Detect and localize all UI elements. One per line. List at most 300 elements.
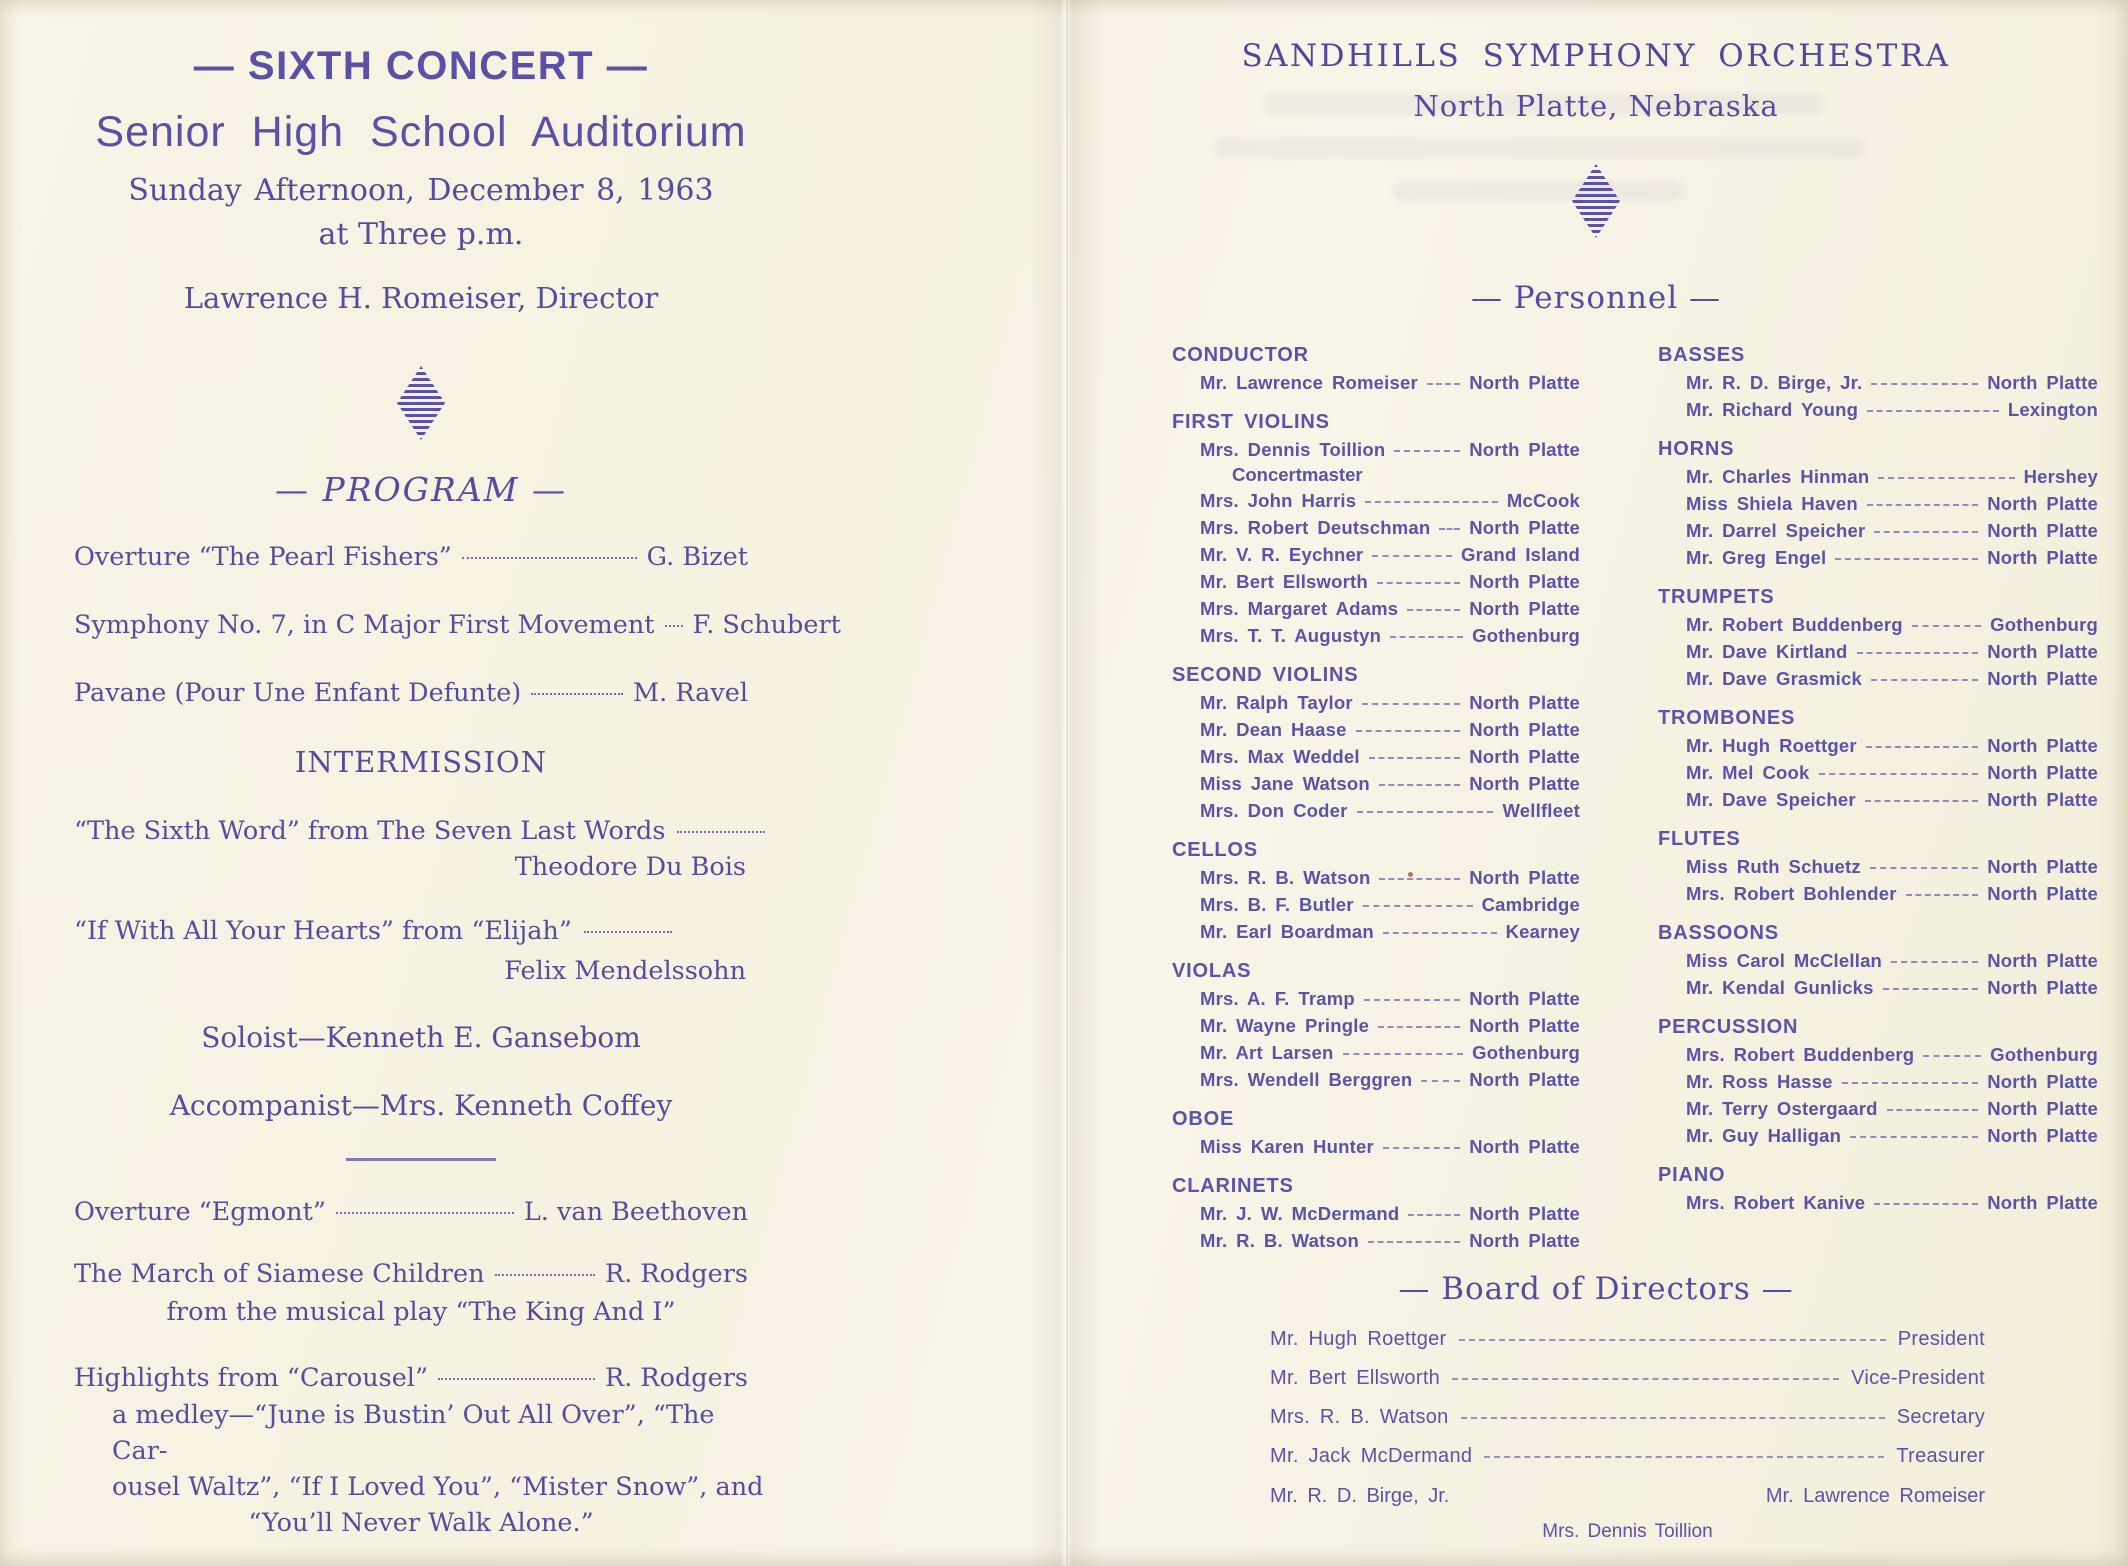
member-city: North Platte xyxy=(1469,746,1580,767)
dashed-leader xyxy=(1452,1378,1839,1380)
program-item-composer: G. Bizet xyxy=(646,542,748,572)
member-row xyxy=(1658,517,2098,544)
member-row xyxy=(1172,622,1580,649)
member-row xyxy=(1172,369,1580,396)
member-entry xyxy=(1658,1068,2098,1095)
member-entry xyxy=(1172,1012,1580,1039)
board-member-role: President xyxy=(1897,1328,1985,1350)
member-city: North Platte xyxy=(1987,856,2098,877)
personnel-heading: — Personnel — xyxy=(1470,280,1722,316)
director-line: Lawrence H. Romeiser, Director xyxy=(183,281,659,315)
member-row xyxy=(1658,611,2098,638)
personnel-section xyxy=(1658,705,2098,813)
member-city: Kearney xyxy=(1505,921,1580,942)
member-name: Mrs. B. F. Butler xyxy=(1200,894,1354,915)
member-entry xyxy=(1658,1189,2098,1216)
member-list xyxy=(1658,853,2098,907)
member-name: Mr. Mel Cook xyxy=(1686,762,1810,783)
member-name: Mrs. Robert Kanive xyxy=(1686,1192,1866,1213)
member-city: Grand Island xyxy=(1461,544,1580,565)
member-entry xyxy=(1658,396,2098,423)
personnel-section xyxy=(1658,584,2098,692)
dashed-leader xyxy=(1408,1214,1460,1216)
dashed-leader xyxy=(1365,501,1498,503)
board-member-name: Mr. Lawrence Romeiser xyxy=(1765,1485,1985,1507)
dotted-leader xyxy=(438,1378,595,1380)
board-row xyxy=(1270,1404,1985,1430)
member-name: Mrs. Max Weddel xyxy=(1200,746,1360,767)
member-name: Mrs. Don Coder xyxy=(1200,800,1348,821)
diamond-ornament xyxy=(397,366,445,440)
member-entry xyxy=(1658,786,2098,813)
board-member-role: Treasurer xyxy=(1896,1445,1985,1467)
board-extra-row xyxy=(1270,1483,1985,1509)
program-item xyxy=(66,914,776,948)
member-city: Lexington xyxy=(2007,399,2098,420)
dashed-leader xyxy=(1368,1241,1460,1243)
personnel-section-list xyxy=(1172,342,1580,1254)
section-title: HORNS xyxy=(1658,438,1735,460)
member-city: North Platte xyxy=(1469,1069,1580,1090)
member-city: Gothenburg xyxy=(1472,1042,1580,1063)
board-member-role: Vice-President xyxy=(1851,1367,1985,1389)
member-entry xyxy=(1172,864,1580,891)
member-list xyxy=(1658,1189,2098,1216)
dashed-leader xyxy=(1459,1339,1886,1341)
member-row xyxy=(1172,1133,1580,1160)
dashed-leader xyxy=(1356,730,1461,732)
program-item-title: “The Sixth Word” from The Seven Last Words xyxy=(74,816,666,846)
dashed-leader xyxy=(1407,609,1460,611)
member-entry xyxy=(1658,759,2098,786)
personnel-section xyxy=(1658,342,2098,423)
member-entry xyxy=(1172,716,1580,743)
member-row xyxy=(1658,369,2098,396)
member-city: North Platte xyxy=(1987,789,2098,810)
board-member-name: Mr. R. D. Birge, Jr. xyxy=(1270,1485,1450,1507)
member-row xyxy=(1172,1200,1580,1227)
personnel-section xyxy=(1172,342,1580,396)
program-item xyxy=(66,814,776,848)
member-row xyxy=(1658,490,2098,517)
program-item xyxy=(66,1195,776,1229)
member-list xyxy=(1172,864,1580,945)
member-name: Mrs. Dennis Toillion xyxy=(1200,439,1386,460)
member-name: Mr. Lawrence Romeiser xyxy=(1200,372,1418,393)
dashed-leader xyxy=(1819,773,1979,775)
member-list xyxy=(1172,369,1580,396)
member-row xyxy=(1172,568,1580,595)
soloist-line: Soloist—Kenneth E. Gansebom xyxy=(201,1021,641,1054)
member-row xyxy=(1658,786,2098,813)
ink-bleed-through xyxy=(1214,138,1864,158)
dashed-leader xyxy=(1874,1203,1978,1205)
dashed-leader xyxy=(1857,652,1979,654)
member-city: North Platte xyxy=(1469,1203,1580,1224)
member-row xyxy=(1172,1066,1580,1093)
member-name: Miss Jane Watson xyxy=(1200,773,1370,794)
program-item-title: Highlights from “Carousel” xyxy=(74,1363,428,1393)
program-item xyxy=(66,608,841,642)
section-title: BASSOONS xyxy=(1658,922,1779,944)
paper-speck xyxy=(1408,872,1413,877)
member-list xyxy=(1658,369,2098,423)
member-name: Mr. Dave Kirtland xyxy=(1686,641,1848,662)
section-divider xyxy=(346,1158,496,1161)
personnel-section xyxy=(1172,1173,1580,1254)
member-city: North Platte xyxy=(1469,1230,1580,1251)
member-entry xyxy=(1172,689,1580,716)
member-entry xyxy=(1658,490,2098,517)
member-row xyxy=(1172,541,1580,568)
member-entry xyxy=(1658,732,2098,759)
board-member-name: Mrs. Dennis Toillion xyxy=(1542,1521,1713,1542)
member-name: Mr. Dave Grasmick xyxy=(1686,668,1862,689)
member-row xyxy=(1172,1039,1580,1066)
dashed-leader xyxy=(1835,558,1978,560)
member-city: North Platte xyxy=(1987,977,2098,998)
member-list xyxy=(1658,1041,2098,1149)
member-row xyxy=(1172,436,1580,463)
member-name: Mr. V. R. Eychner xyxy=(1200,544,1364,565)
member-row xyxy=(1172,1227,1580,1254)
member-city: McCook xyxy=(1506,490,1580,511)
dashed-leader xyxy=(1378,1026,1460,1028)
dashed-leader xyxy=(1377,582,1460,584)
member-row xyxy=(1658,463,2098,490)
dotted-leader xyxy=(531,693,623,695)
dashed-leader xyxy=(1427,383,1460,385)
dashed-leader xyxy=(1343,1053,1464,1055)
member-city: North Platte xyxy=(1987,762,2098,783)
board-member-name: Mr. Bert Ellsworth xyxy=(1270,1367,1441,1389)
member-city: North Platte xyxy=(1987,1192,2098,1213)
member-entry xyxy=(1658,853,2098,880)
board-member-name: Mr. Jack McDermand xyxy=(1270,1445,1473,1467)
board-member-role: Secretary xyxy=(1896,1406,1985,1428)
member-list xyxy=(1172,985,1580,1093)
member-name: Mr. Hugh Roettger xyxy=(1686,735,1857,756)
member-name: Mrs. Margaret Adams xyxy=(1200,598,1399,619)
dashed-leader xyxy=(1484,1456,1884,1458)
dashed-leader xyxy=(1362,703,1461,705)
section-title: SECOND VIOLINS xyxy=(1172,664,1359,686)
section-title: FIRST VIOLINS xyxy=(1172,411,1330,433)
section-title: CONDUCTOR xyxy=(1172,344,1309,366)
member-row xyxy=(1172,797,1580,824)
member-name: Mrs. John Harris xyxy=(1200,490,1357,511)
dashed-leader xyxy=(1878,477,2014,479)
member-note: Concertmaster xyxy=(1232,464,1363,485)
board-row xyxy=(1270,1365,1985,1391)
member-city: Gothenburg xyxy=(1990,1044,2098,1065)
section-title: BASSES xyxy=(1658,344,1746,366)
member-list xyxy=(1658,611,2098,692)
board-row xyxy=(1270,1326,1985,1352)
personnel-section xyxy=(1658,436,2098,571)
section-title: TROMBONES xyxy=(1658,707,1796,729)
member-name: Miss Karen Hunter xyxy=(1200,1136,1374,1157)
section-title: PERCUSSION xyxy=(1658,1016,1799,1038)
personnel-column xyxy=(1172,342,1580,1254)
program-item-title: Overture “Egmont” xyxy=(74,1197,326,1227)
dashed-leader xyxy=(1461,1417,1885,1419)
dashed-leader xyxy=(1912,625,1981,627)
member-row xyxy=(1658,1122,2098,1149)
member-entry xyxy=(1172,541,1580,568)
member-list xyxy=(1172,1133,1580,1160)
member-entry xyxy=(1172,1039,1580,1066)
member-city: North Platte xyxy=(1469,1136,1580,1157)
dashed-leader xyxy=(1364,999,1460,1001)
member-name: Mr. Dean Haase xyxy=(1200,719,1347,740)
member-entry xyxy=(1172,1227,1580,1254)
program-item-composer: R. Rodgers xyxy=(605,1363,748,1393)
member-entry xyxy=(1658,611,2098,638)
member-name: Mrs. T. T. Augustyn xyxy=(1200,625,1382,646)
member-name: Mr. Wayne Pringle xyxy=(1200,1015,1370,1036)
member-name: Mrs. A. F. Tramp xyxy=(1200,988,1355,1009)
member-entry xyxy=(1658,974,2098,1001)
accompanist-line: Accompanist—Mrs. Kenneth Coffey xyxy=(169,1089,673,1122)
member-entry xyxy=(1658,463,2098,490)
member-city: North Platte xyxy=(1987,1071,2098,1092)
member-list xyxy=(1172,436,1580,649)
venue-line: Senior High School Auditorium xyxy=(95,108,747,156)
member-entry xyxy=(1658,880,2098,907)
member-city: North Platte xyxy=(1469,372,1580,393)
member-list xyxy=(1658,732,2098,813)
member-name: Miss Ruth Schuetz xyxy=(1686,856,1861,877)
member-city: North Platte xyxy=(1469,988,1580,1009)
member-row xyxy=(1172,1012,1580,1039)
section-title: PIANO xyxy=(1658,1164,1726,1186)
member-name: Mrs. Robert Deutschman xyxy=(1200,517,1431,538)
dashed-leader xyxy=(1383,932,1497,934)
concert-title: — SIXTH CONCERT — xyxy=(193,44,649,88)
member-entry xyxy=(1172,891,1580,918)
dashed-leader xyxy=(1871,679,1978,681)
program-item-composer: L. van Beethoven xyxy=(523,1197,748,1227)
dashed-leader xyxy=(1379,878,1460,880)
member-city: North Platte xyxy=(1987,520,2098,541)
board-row-list xyxy=(1270,1326,1985,1469)
orchestra-location: North Platte, Nebraska xyxy=(1413,89,1779,123)
program-item-composer: Felix Mendelssohn xyxy=(504,956,746,986)
member-row xyxy=(1658,396,2098,423)
dashed-leader xyxy=(1870,867,1978,869)
member-row xyxy=(1172,716,1580,743)
member-entry xyxy=(1658,369,2098,396)
member-city: Gothenburg xyxy=(1472,625,1580,646)
member-row xyxy=(1658,665,2098,692)
member-entry xyxy=(1172,743,1580,770)
dashed-leader xyxy=(1883,988,1979,990)
member-row xyxy=(1658,732,2098,759)
dashed-leader xyxy=(1357,811,1494,813)
member-entry xyxy=(1658,517,2098,544)
member-row xyxy=(1658,853,2098,880)
member-name: Mr. Guy Halligan xyxy=(1686,1125,1842,1146)
dotted-leader xyxy=(495,1274,596,1276)
intermission-label: INTERMISSION xyxy=(294,745,548,779)
member-entry xyxy=(1658,1095,2098,1122)
member-row xyxy=(1172,985,1580,1012)
dashed-leader xyxy=(1891,961,1978,963)
member-name: Mr. Terry Ostergaard xyxy=(1686,1098,1878,1119)
personnel-column xyxy=(1658,342,2098,1254)
member-city: North Platte xyxy=(1469,719,1580,740)
member-city: Gothenburg xyxy=(1990,614,2098,635)
dashed-leader xyxy=(1369,757,1460,759)
member-row xyxy=(1172,487,1580,514)
personnel-section xyxy=(1172,1106,1580,1160)
member-row xyxy=(1172,743,1580,770)
member-city: Cambridge xyxy=(1481,894,1580,915)
member-name: Mr. Earl Boardman xyxy=(1200,921,1374,942)
orchestra-name: SANDHILLS SYMPHONY ORCHESTRA xyxy=(1241,38,1951,74)
personnel-section xyxy=(1172,409,1580,649)
member-city: Wellfleet xyxy=(1502,800,1580,821)
member-name: Mr. Richard Young xyxy=(1686,399,1859,420)
diamond-ornament xyxy=(1572,164,1620,238)
date-line: Sunday Afternoon, December 8, 1963 xyxy=(128,173,714,208)
member-name: Mr. R. D. Birge, Jr. xyxy=(1686,372,1863,393)
member-city: North Platte xyxy=(1987,1125,2098,1146)
member-entry xyxy=(1658,1122,2098,1149)
dotted-leader xyxy=(462,557,637,559)
left-page-header xyxy=(66,42,776,316)
dashed-leader xyxy=(1866,746,1979,748)
member-row xyxy=(1172,864,1580,891)
member-entry xyxy=(1172,568,1580,595)
member-row xyxy=(1658,1041,2098,1068)
dashed-leader xyxy=(1439,528,1460,530)
member-city: North Platte xyxy=(1987,883,2098,904)
member-name: Mr. Art Larsen xyxy=(1200,1042,1334,1063)
medley-line: “You’ll Never Walk Alone.” xyxy=(248,1508,594,1538)
member-name: Miss Carol McClellan xyxy=(1686,950,1883,971)
member-entry xyxy=(1172,918,1580,945)
dashed-leader xyxy=(1867,504,1978,506)
member-city: North Platte xyxy=(1987,372,2098,393)
dashed-leader xyxy=(1871,383,1978,385)
dashed-leader xyxy=(1372,555,1452,557)
member-name: Mr. Bert Ellsworth xyxy=(1200,571,1368,592)
dashed-leader xyxy=(1842,1082,1979,1084)
dotted-leader xyxy=(584,931,672,933)
member-entry xyxy=(1658,947,2098,974)
section-title: OBOE xyxy=(1172,1108,1235,1130)
member-list xyxy=(1172,689,1580,824)
member-entry xyxy=(1172,1133,1580,1160)
member-city: North Platte xyxy=(1987,641,2098,662)
program-item-composer: R. Rodgers xyxy=(605,1259,748,1289)
member-entry xyxy=(1658,544,2098,571)
board-member-name: Mrs. R. B. Watson xyxy=(1270,1406,1449,1428)
member-row xyxy=(1658,1095,2098,1122)
dotted-leader xyxy=(665,625,683,627)
personnel-section xyxy=(1658,826,2098,907)
program-item-title: Symphony No. 7, in C Major First Movement xyxy=(74,610,655,640)
member-row xyxy=(1172,891,1580,918)
dashed-leader xyxy=(1906,894,1979,896)
dashed-leader xyxy=(1379,784,1460,786)
member-name: Mrs. Wendell Berggren xyxy=(1200,1069,1413,1090)
dotted-leader xyxy=(677,831,765,833)
member-name: Mr. Ralph Taylor xyxy=(1200,692,1353,713)
member-city: North Platte xyxy=(1987,1098,2098,1119)
member-city: North Platte xyxy=(1987,950,2098,971)
program-item-subline: from the musical play “The King And I” xyxy=(166,1297,676,1327)
member-city: North Platte xyxy=(1469,439,1580,460)
program-heading: — PROGRAM — xyxy=(275,470,567,509)
program-item xyxy=(66,540,776,574)
member-row xyxy=(1172,689,1580,716)
member-city: North Platte xyxy=(1469,773,1580,794)
member-list xyxy=(1658,947,2098,1001)
member-row xyxy=(1658,638,2098,665)
program-item-title: The March of Siamese Children xyxy=(74,1259,485,1289)
member-entry xyxy=(1172,770,1580,797)
dashed-leader xyxy=(1394,450,1460,452)
member-row xyxy=(1658,1068,2098,1095)
member-entry xyxy=(1172,1066,1580,1093)
member-city: North Platte xyxy=(1469,598,1580,619)
member-name: Mr. Ross Hasse xyxy=(1686,1071,1833,1092)
dashed-leader xyxy=(1865,800,1978,802)
program-item xyxy=(66,1361,776,1395)
member-row xyxy=(1172,770,1580,797)
program-item-composer: M. Ravel xyxy=(633,678,748,708)
personnel-section xyxy=(1658,920,2098,1001)
dashed-leader xyxy=(1850,1136,1978,1138)
member-row xyxy=(1172,918,1580,945)
member-entry xyxy=(1172,985,1580,1012)
personnel-section xyxy=(1172,837,1580,945)
board-member-name: Mr. Hugh Roettger xyxy=(1270,1328,1447,1350)
section-title: TRUMPETS xyxy=(1658,586,1775,608)
personnel-section xyxy=(1172,662,1580,824)
member-row xyxy=(1658,544,2098,571)
member-city: Hershey xyxy=(2023,466,2098,487)
member-entry xyxy=(1172,369,1580,396)
time-line: at Three p.m. xyxy=(318,217,524,252)
member-entry xyxy=(1172,514,1580,541)
dashed-leader xyxy=(1383,1147,1460,1149)
personnel-columns xyxy=(1172,342,2112,1254)
member-city: North Platte xyxy=(1469,517,1580,538)
member-row xyxy=(1658,947,2098,974)
member-entry xyxy=(1172,487,1580,514)
member-name: Mr. Dave Speicher xyxy=(1686,789,1856,810)
personnel-section xyxy=(1172,958,1580,1093)
program-item-composer: Theodore Du Bois xyxy=(514,852,746,882)
member-name: Mrs. Robert Buddenberg xyxy=(1686,1044,1915,1065)
dashed-leader xyxy=(1923,1055,1981,1057)
member-name: Mr. Darrel Speicher xyxy=(1686,520,1866,541)
section-title: VIOLAS xyxy=(1172,960,1252,982)
medley-line: ousel Waltz”, “If I Loved You”, “Mister Snow”, and xyxy=(112,1472,764,1502)
dashed-leader xyxy=(1390,636,1463,638)
member-row xyxy=(1658,974,2098,1001)
member-entry xyxy=(1172,797,1580,824)
member-list xyxy=(1172,1200,1580,1254)
member-name: Mr. Robert Buddenberg xyxy=(1686,614,1903,635)
program-item-composer: F. Schubert xyxy=(692,610,841,640)
board-of-directors xyxy=(1270,1326,1985,1544)
member-row xyxy=(1658,880,2098,907)
